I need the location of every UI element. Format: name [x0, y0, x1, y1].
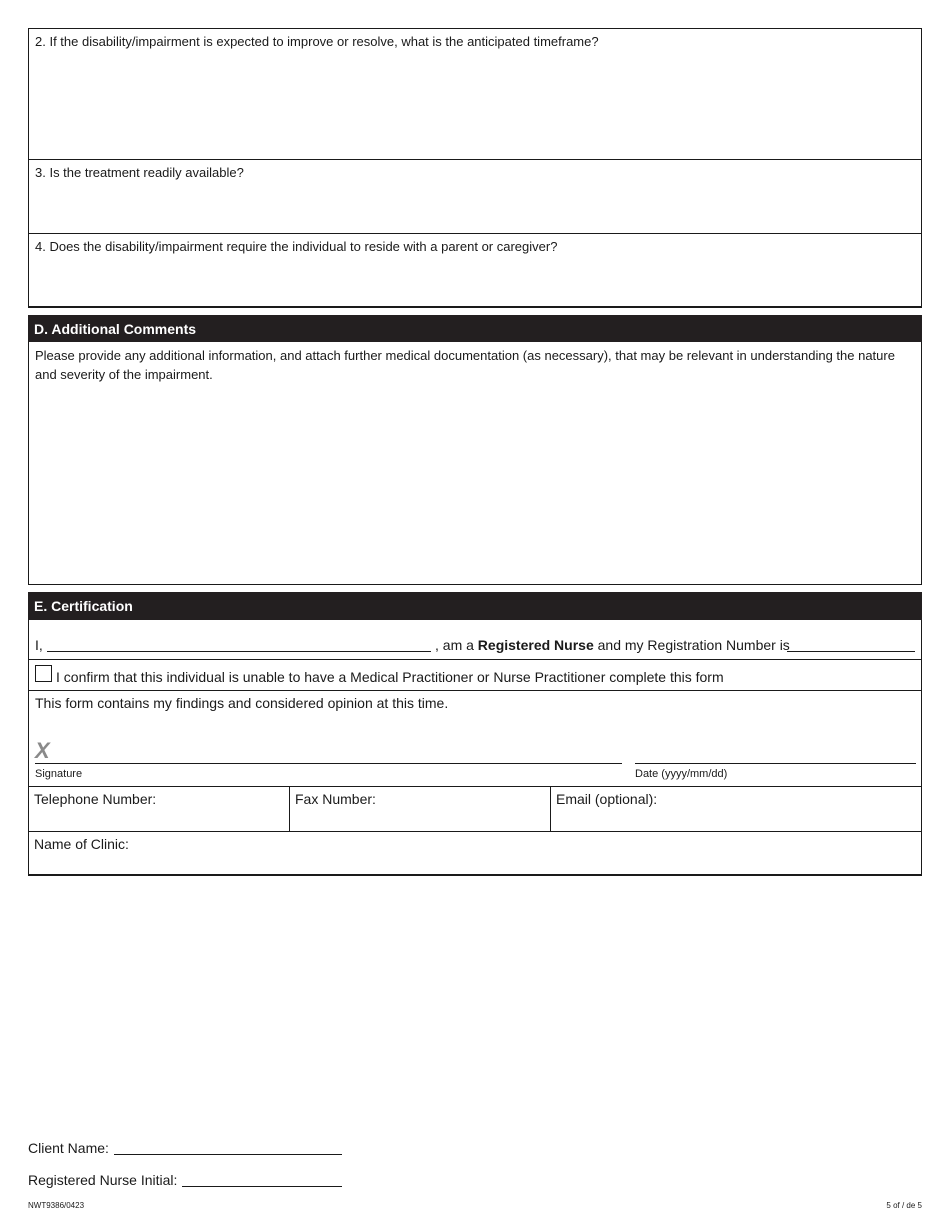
certification-statement-row [35, 636, 917, 656]
additional-comments-instructions: Please provide any additional information, and attach further medical documentation (as necessary), that may be relevant in understanding the nature and severity of the impairment. [35, 348, 895, 382]
clinic-label: Name of Clinic: [34, 836, 129, 852]
clinic-cell[interactable] [28, 832, 922, 874]
am-a-text [435, 637, 790, 653]
confirm-checkbox[interactable] [35, 665, 52, 682]
client-name-input[interactable] [114, 1139, 342, 1155]
divider-2 [28, 690, 922, 691]
section-e-header [28, 592, 922, 620]
confirm-row [35, 665, 917, 685]
email-label: Email (optional): [556, 791, 658, 807]
question-4-text: 4. Does the disability/impairment require the individual to reside with a parent or caregiver? [35, 239, 558, 254]
date-label: Date (yyyy/mm/dd) [635, 768, 728, 780]
nurse-initial-label: Registered Nurse Initial: [28, 1172, 178, 1188]
section-d-header [28, 315, 922, 342]
confirm-text: I confirm that this individual is unable to have a Medical Practitioner or Nurse Practitioner complete this form [56, 669, 724, 685]
divider-1 [28, 659, 922, 660]
nurse-name-input[interactable] [47, 636, 431, 652]
email-cell[interactable] [550, 787, 922, 831]
question-3-box[interactable] [28, 159, 922, 234]
additional-comments-box[interactable] [28, 342, 922, 585]
telephone-label: Telephone Number: [34, 791, 157, 807]
section-d-title: D. Additional Comments [34, 320, 197, 337]
date-input[interactable] [635, 748, 916, 764]
registered-nurse-label: Registered Nurse [477, 637, 594, 653]
telephone-cell[interactable] [28, 787, 290, 831]
form-code: NWT9386/0423 [28, 1201, 85, 1210]
signature-x-mark: X [35, 738, 50, 763]
registration-number-label: and my Registration Number is [597, 637, 790, 653]
question-3-text: 3. Is the treatment readily available? [35, 165, 244, 180]
i-prefix: I, [35, 637, 43, 653]
signature-label: Signature [35, 768, 83, 780]
question-4-box[interactable] [28, 233, 922, 308]
question-2-box[interactable] [28, 28, 922, 160]
registration-number-input[interactable] [787, 636, 915, 652]
findings-text: This form contains my findings and considered opinion at this time. [35, 695, 449, 711]
fax-label: Fax Number: [295, 791, 376, 807]
question-2-text: 2. If the disability/impairment is expected to improve or resolve, what is the anticipated timeframe? [35, 34, 599, 49]
page-number: 5 of / de 5 [886, 1201, 922, 1210]
signature-line[interactable] [35, 763, 622, 764]
nurse-initial-input[interactable] [182, 1171, 342, 1187]
client-name-label: Client Name: [28, 1140, 109, 1156]
section-e-title: E. Certification [34, 598, 133, 614]
am-a-label: , am a [435, 637, 474, 653]
fax-cell[interactable] [289, 787, 551, 831]
